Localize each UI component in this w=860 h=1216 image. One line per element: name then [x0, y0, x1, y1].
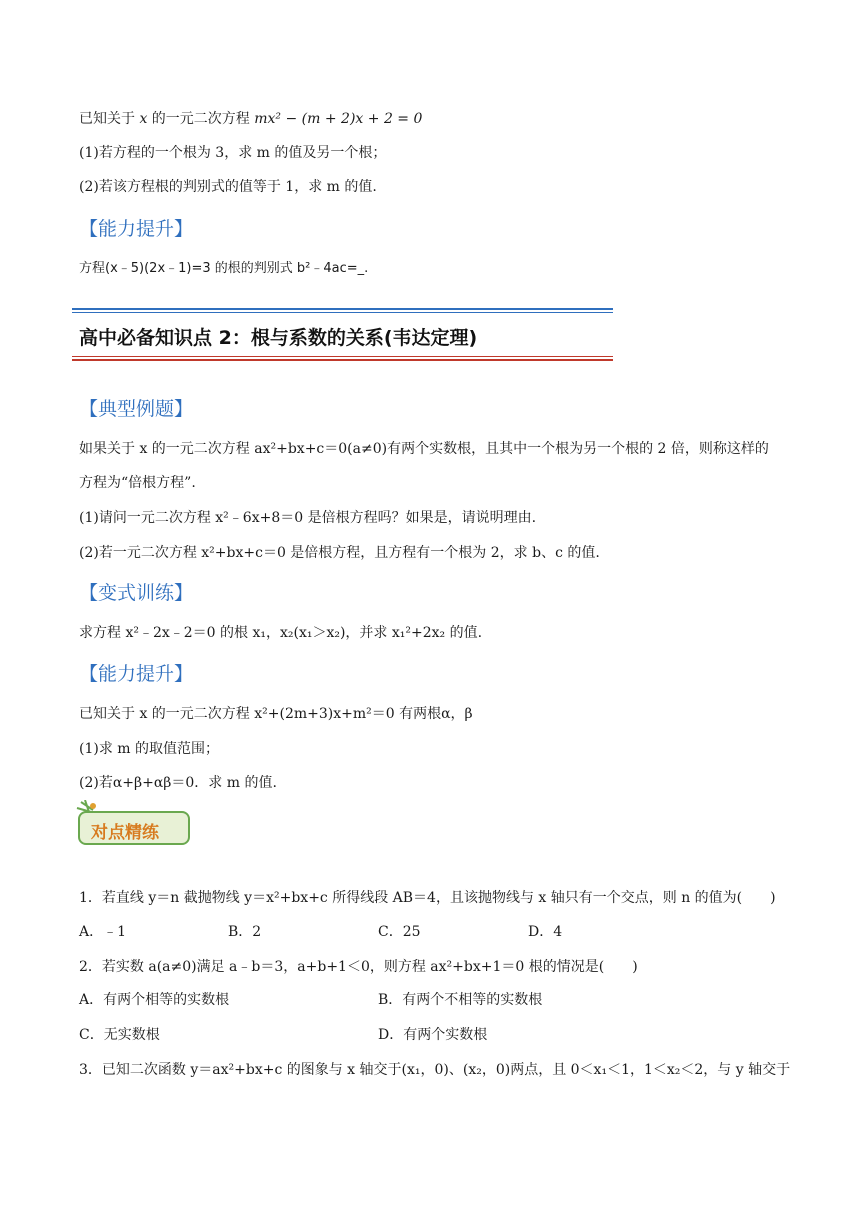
ability2-question-1: (1)求 m 的取值范围；	[79, 741, 220, 757]
problem-1-option-b: B．2	[228, 924, 262, 940]
intro-question-2: (2)若该方程根的判别式的值等于 1，求 m 的值.	[79, 179, 377, 195]
problem-2-option-d: D．有两个实数根	[378, 1027, 488, 1043]
practice-badge	[75, 800, 191, 846]
example-line-1: 如果关于 x 的一元二次方程 ax²+bx+c＝0(a≠0)有两个实数根，且其中一个根为另一个根的 2 倍，则称这样的	[79, 441, 769, 457]
ability-label-2: 【能力提升】	[79, 663, 194, 685]
variant-label: 【变式训练】	[79, 582, 194, 604]
example-question-1: (1)请问一元二次方程 x²﹣6x+8＝0 是倍根方程吗？如果是，请说明理由.	[79, 510, 537, 526]
ability2-question-2: (2)若α+β+αβ＝0．求 m 的值.	[79, 775, 277, 791]
section-bottom-rule	[72, 356, 613, 362]
example-line-2: 方程为“倍根方程”.	[79, 475, 196, 491]
section-title: 高中必备知识点 2：根与系数的关系(韦达定理)	[79, 327, 478, 349]
example-question-2: (2)若一元二次方程 x²+bx+c＝0 是倍根方程，且方程有一个根为 2，求 b、c 的值.	[79, 545, 600, 561]
ability-text-1: 方程(x﹣5)(2x﹣1)=3 的根的判别式 b²﹣4ac=_.	[79, 261, 369, 276]
practice-badge-label: 对点精练	[91, 823, 159, 843]
problem-3-stem: 3．已知二次函数 y＝ax²+bx+c 的图象与 x 轴交于(x₁，0)、(x₂，0)两点，且 0＜x₁＜1，1＜x₂＜2，与 y 轴交于	[79, 1062, 791, 1078]
section-top-rule	[72, 308, 613, 314]
example-label: 【典型例题】	[79, 398, 194, 420]
problem-2-stem: 2．若实数 a(a≠0)满足 a﹣b＝3，a+b+1＜0，则方程 ax²+bx+1＝0 根的情况是( )	[79, 959, 638, 975]
intro-mid: 的一元二次方程	[147, 111, 255, 127]
problem-2-option-a: A．有两个相等的实数根	[79, 992, 230, 1008]
problem-2-option-c: C．无实数根	[79, 1027, 160, 1043]
problem-2-option-b: B．有两个不相等的实数根	[378, 992, 543, 1008]
intro-question-1: (1)若方程的一个根为 3，求 m 的值及另一个根；	[79, 145, 387, 161]
problem-1-option-a: A．﹣1	[79, 924, 127, 940]
intro-line	[79, 109, 422, 129]
ability2-line-1: 已知关于 x 的一元二次方程 x²+(2m+3)x+m²＝0 有两根α，β	[79, 706, 473, 722]
problem-1-stem: 1．若直线 y＝n 截抛物线 y＝x²+bx+c 所得线段 AB＝4，且该抛物线与 x 轴只有一个交点，则 n 的值为( )	[79, 890, 776, 906]
ability-label-1: 【能力提升】	[79, 218, 194, 240]
intro-equation: mx² − (m + 2)x + 2 = 0	[254, 111, 423, 127]
intro-lead: 已知关于	[79, 111, 140, 127]
problem-1-option-c: C．25	[378, 924, 421, 940]
problem-1-option-d: D．4	[528, 924, 563, 940]
intro-var-x: x	[139, 111, 148, 127]
variant-text: 求方程 x²﹣2x﹣2＝0 的根 x₁，x₂(x₁＞x₂)，并求 x₁²+2x₂ 的值.	[79, 625, 483, 641]
